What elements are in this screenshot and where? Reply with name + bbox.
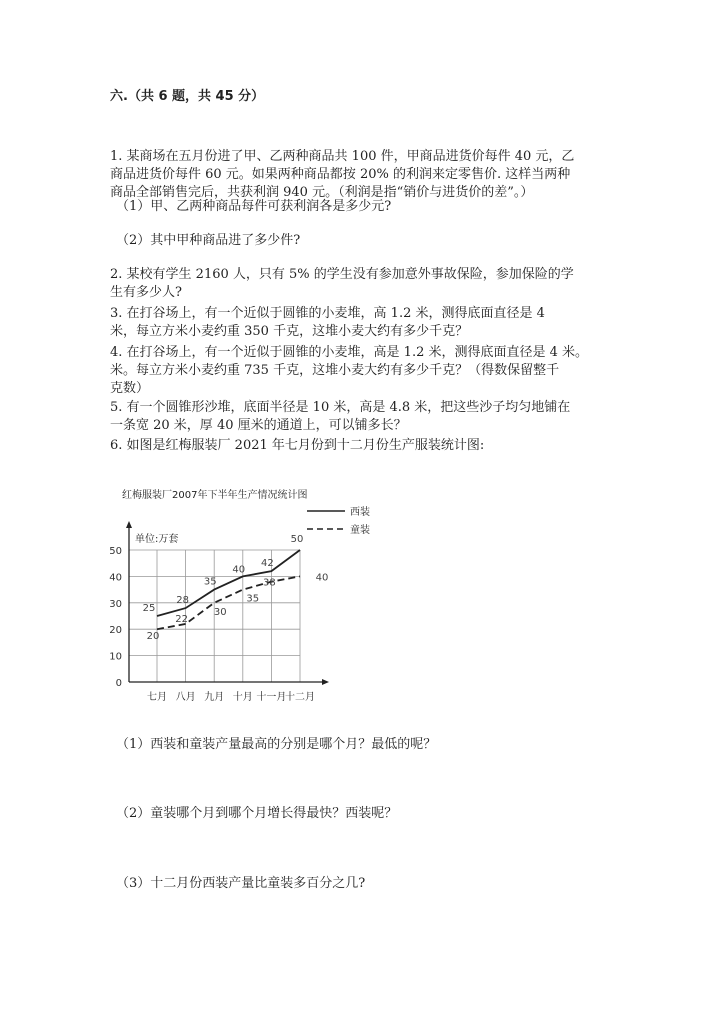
q3-line: 3. 在打谷场上，有一个近似于圆锥的小麦堆，高 1.2 米，测得底面直径是 4 — [110, 306, 545, 321]
legend-label: 西装 — [350, 507, 370, 518]
chart-title: 红梅服装厂2007年下半年生产情况统计图 — [122, 490, 308, 501]
q3-line: 米，每立方米小麦约重 350 千克，这堆小麦大约有多少千克？ — [110, 324, 469, 339]
data-label: 30 — [213, 606, 227, 618]
data-label: 25 — [142, 603, 156, 614]
section-title: 六.（共 6 题，共 45 分） — [110, 89, 265, 104]
q4-line: 克数） — [110, 381, 150, 396]
q6-sub2: （2）童装哪个月到哪个月增长得最快？西装呢？ — [116, 806, 398, 821]
y-tick-label: 50 — [109, 546, 122, 557]
x-tick-label: 十月 — [232, 692, 253, 703]
q6-sub1: （1）西装和童装产量最高的分别是哪个月？最低的呢？ — [116, 737, 437, 752]
data-label: 40 — [315, 572, 329, 584]
data-label: 40 — [232, 564, 246, 576]
y-tick-label: 40 — [109, 572, 122, 584]
q1-sub2: （2）其中甲种商品进了多少件? — [116, 233, 301, 248]
y-axis-arrow-icon — [126, 521, 132, 528]
legend-label: 童装 — [350, 525, 370, 536]
data-label: 50 — [290, 534, 304, 545]
q5-line: 一条宽 20 米，厚 40 厘米的通道上，可以铺多长？ — [110, 418, 407, 433]
q5-line: 5. 有一个圆锥形沙堆，底面半径是 10 米，高是 4.8 米，把这些沙子均匀地铺在 — [110, 400, 571, 415]
q6-sub3: （3）十二月份西装产量比童装多百分之几? — [116, 876, 366, 891]
x-tick-label: 九月 — [204, 692, 225, 703]
production-line-chart — [100, 480, 370, 710]
x-axis-arrow-icon — [322, 679, 329, 685]
q2-line: 2. 某校有学生 2160 人，只有 5% 的学生没有参加意外事故保险，参加保险的学 — [110, 267, 574, 282]
q1-line: 1. 某商场在五月份进了甲、乙两种商品共 100 件，甲商品进货价每件 40 元，乙 — [110, 149, 575, 164]
q4-line: 4. 在打谷场上，有一个近似于圆锥的小麦堆，高是 1.2 米，测得底面直径是 4 米。 — [110, 345, 589, 360]
x-tick-label: 十二月 — [285, 692, 315, 703]
y-tick-label: 20 — [109, 625, 122, 637]
data-label: 20 — [146, 631, 160, 643]
x-tick-label: 七月 — [147, 692, 167, 703]
x-tick-label: 十一月 — [256, 692, 287, 703]
q1-sub1: （1）甲、乙两种商品每件可获利润各是多少元? — [116, 199, 392, 214]
data-label: 28 — [176, 595, 189, 607]
q6-intro: 6. 如图是红梅服装厂 2021 年七月份到十二月份生产服装统计图: — [110, 438, 485, 453]
q1-line: 商品进货价每件 60 元。如果两种商品都按 20% 的利润来定零售价. 这样当两种 — [110, 167, 571, 182]
y-axis-unit-label: 单位:万套 — [135, 534, 179, 545]
data-label: 38 — [263, 577, 276, 589]
y-tick-label: 30 — [109, 598, 122, 610]
q4-line: 米。每立方米小麦约重 735 千克，这堆小麦大约有多少千克？（得数保留整千 — [110, 363, 560, 378]
q2-line: 生有多少人? — [110, 285, 182, 300]
data-label: 22 — [175, 613, 188, 625]
data-label: 35 — [246, 593, 260, 605]
q1-line: 商品全部销售完后，共获利润 940 元。（利润是指“销价与进货价的差”。） — [110, 185, 534, 200]
data-label: 35 — [203, 576, 217, 588]
y-tick-label: 0 — [115, 678, 122, 689]
y-tick-label: 10 — [109, 651, 122, 663]
x-tick-label: 八月 — [175, 692, 196, 703]
series-line-suits — [157, 550, 300, 616]
data-label: 42 — [261, 558, 274, 570]
